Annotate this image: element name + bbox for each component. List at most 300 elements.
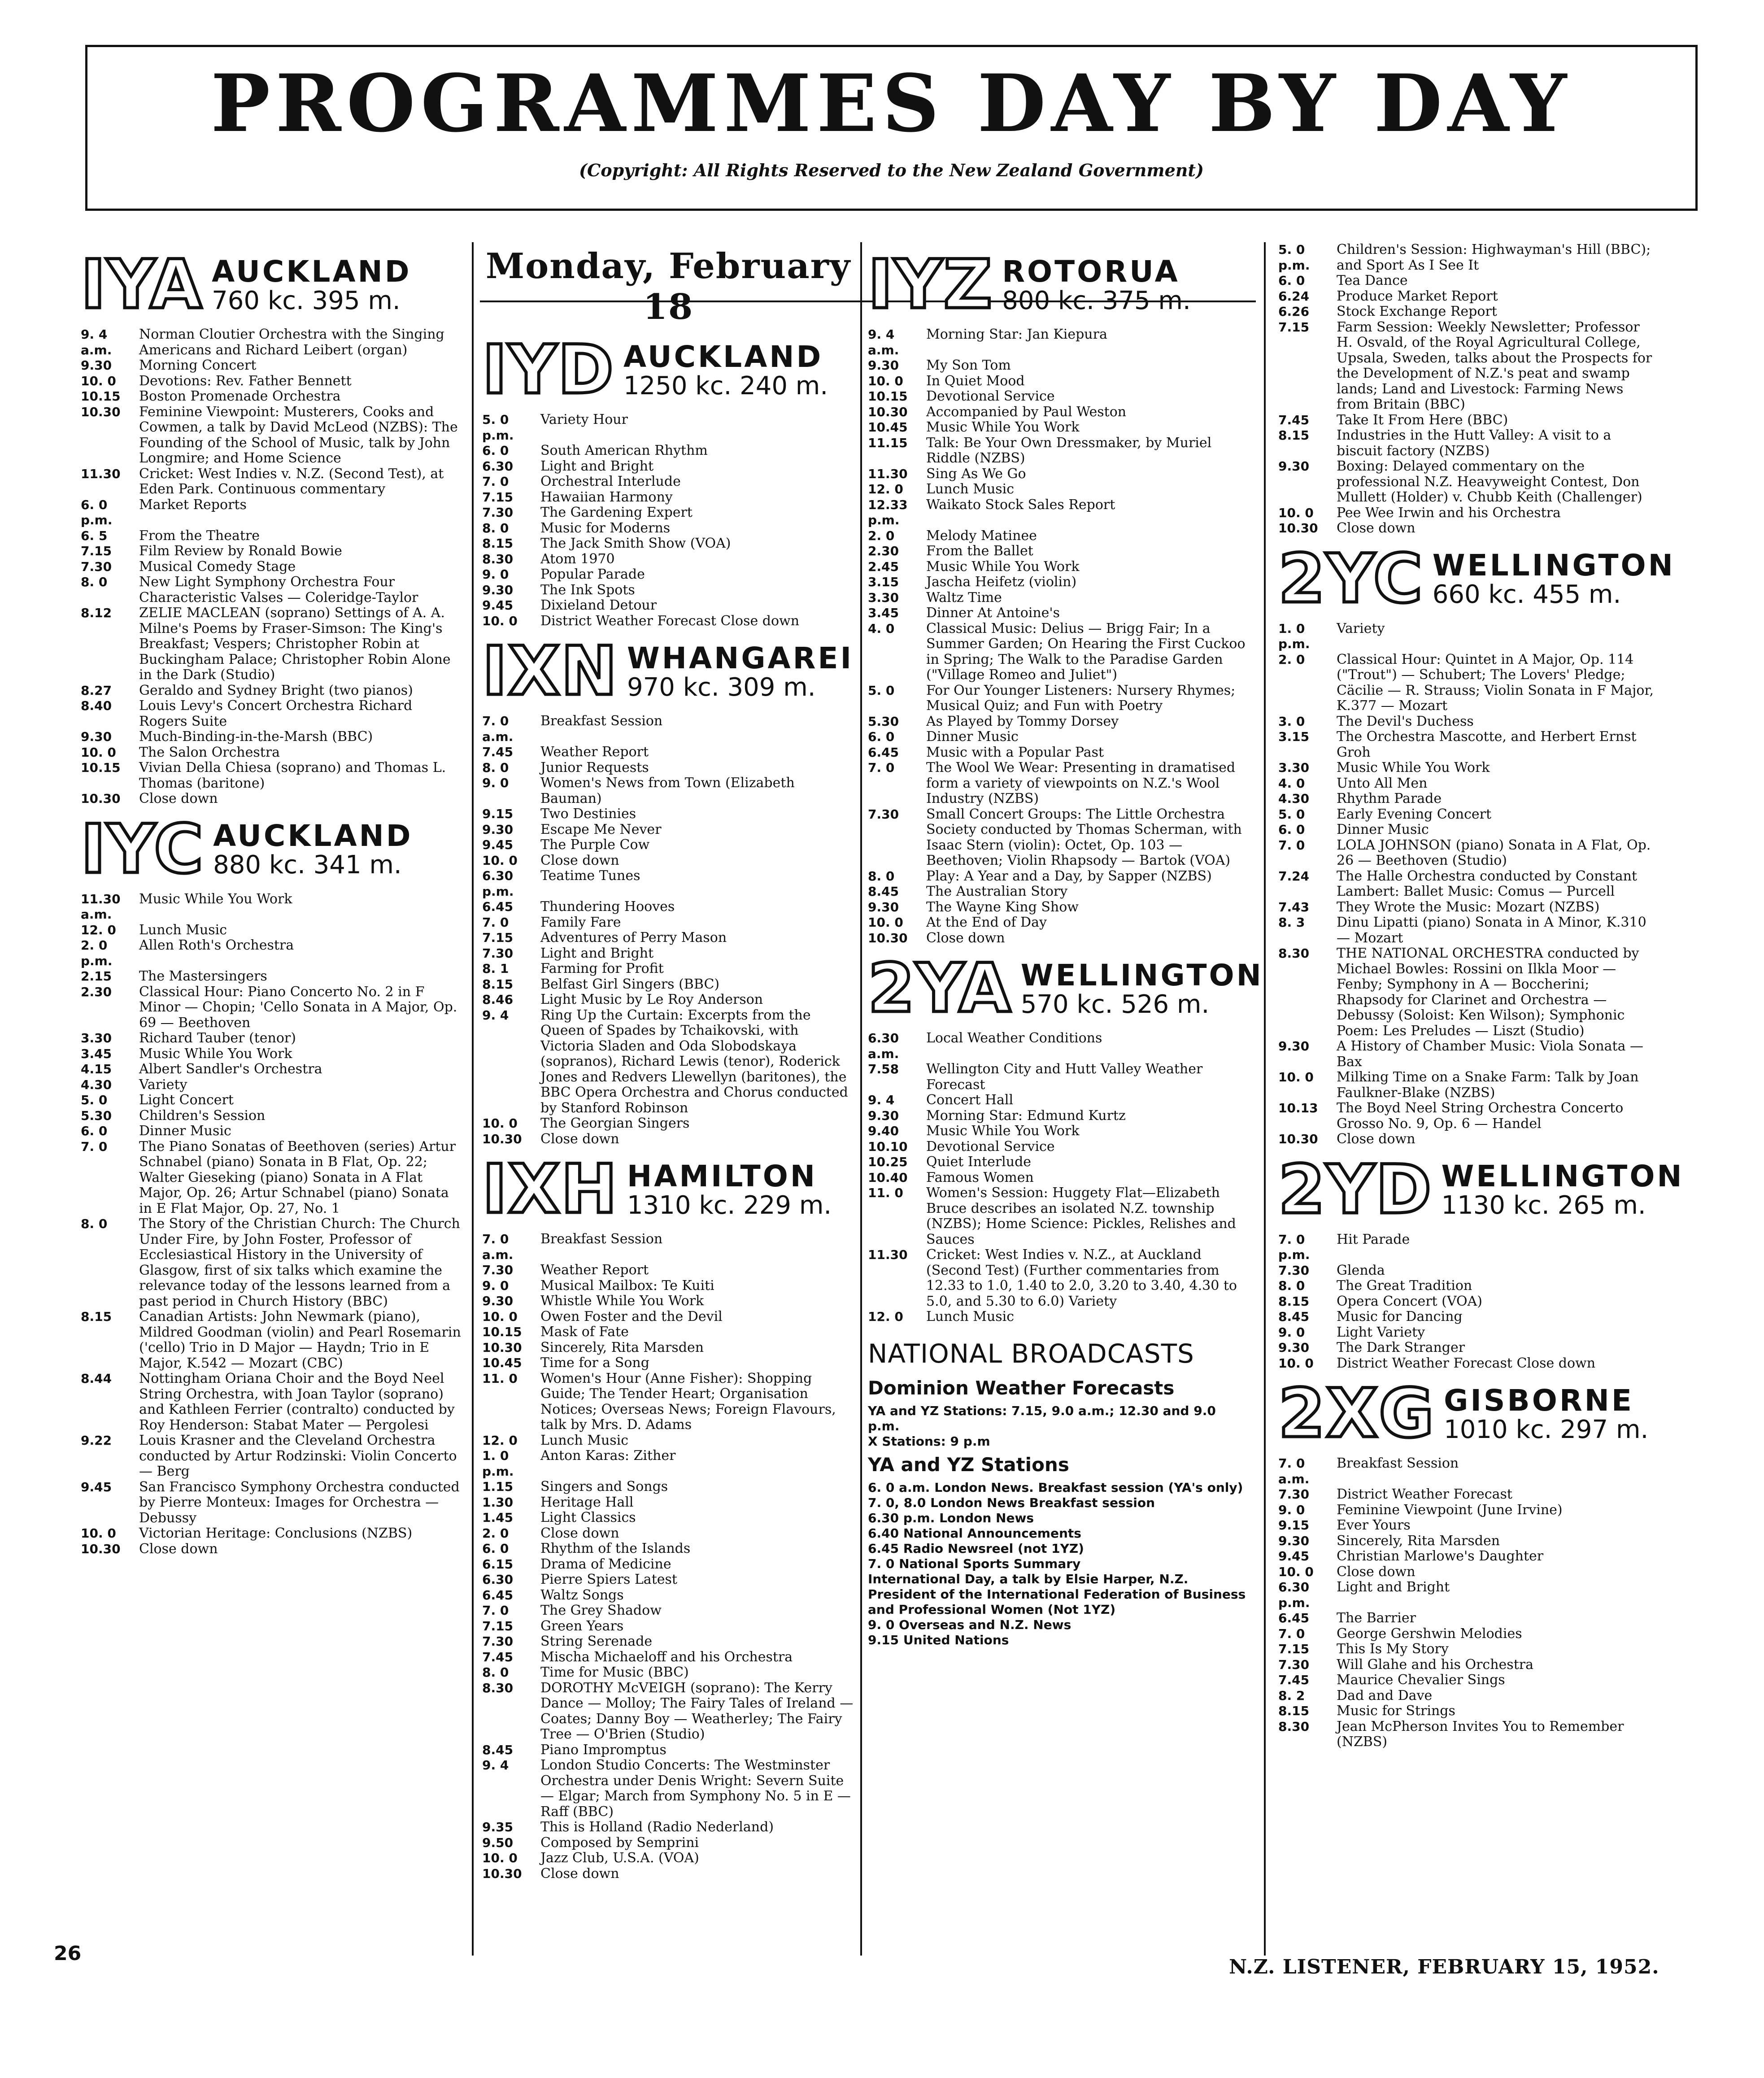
programme-entry — [482, 1634, 854, 1650]
station-city: WELLINGTON — [1441, 1159, 1684, 1194]
programme-entry — [482, 915, 854, 931]
programme-time: 7.58 — [868, 1062, 899, 1076]
station-iyz — [868, 246, 1249, 946]
programme-title: The Purple Cow — [540, 837, 650, 853]
programme-entry — [482, 899, 854, 915]
programme-title: Close down — [1337, 1131, 1416, 1147]
programme-entry — [81, 1124, 462, 1139]
column-1 — [81, 242, 462, 1982]
programme-entry — [482, 946, 854, 962]
programme-entry — [1278, 1518, 1655, 1533]
programme-title: Close down — [540, 1865, 619, 1882]
programme-title: Music While You Work — [139, 891, 292, 907]
programme-time: 9.30 — [1278, 1533, 1310, 1548]
programme-title: Close down — [926, 930, 1005, 946]
programme-title: District Weather Forecast Close down — [540, 613, 800, 629]
programme-title: Light Classics — [540, 1510, 636, 1525]
programme-title: Belfast Girl Singers (BBC) — [540, 976, 720, 992]
programme-title: Junior Requests — [540, 759, 649, 775]
station-frequency: 1250 kc. 240 m. — [623, 371, 828, 401]
programme-time: 10.10 — [868, 1139, 908, 1154]
programme-time: 11.30 — [868, 1247, 908, 1262]
programme-time: 6.45 — [482, 899, 514, 914]
programme-title: The Piano Sonatas of Beethoven (series) Artur Schnabel (piano) Sonata in B Flat, Op. 22; Walter Gieseking (piano) Sonata in A Flat Major, Op. 26; Artur Schnabel (piano) Sonata in E Flat Major, Op. 27, No. 1 — [139, 1138, 456, 1216]
programme-time: 6.26 — [1278, 304, 1310, 319]
programme-title: Light and Bright — [1337, 1579, 1450, 1595]
programme-time: 9.15 — [1278, 1518, 1310, 1533]
station-iyc — [81, 810, 462, 1557]
programme-time: 10.30 — [868, 930, 908, 945]
programme-entry — [482, 760, 854, 776]
programme-entry — [868, 884, 1249, 900]
station-iyd — [482, 331, 854, 629]
programme-time: 1.30 — [482, 1494, 514, 1510]
programme-entry — [1278, 1611, 1655, 1626]
programme-entry — [81, 923, 462, 938]
programme-title: Small Concert Groups: The Little Orchestra Society conducted by Thomas Scherman, with Isaac Stern (violin): Octet, Op. 103 — Beethoven; Violin Rhapsody — Bartok (VOA) — [926, 806, 1242, 868]
station-frequency: 570 kc. 526 m. — [1020, 989, 1210, 1019]
programme-title: Film Review by Ronald Bowie — [139, 543, 342, 559]
station-2xg — [1278, 1375, 1655, 1750]
weather-forecast-line: YA and YZ Stations: 7.15, 9.0 a.m.; 12.30 and 9.0 p.m. — [868, 1403, 1216, 1433]
column-2 — [482, 242, 854, 1982]
programme-title: Light Variety — [1337, 1324, 1425, 1340]
programme-time: 4. 0 — [868, 621, 895, 636]
station-header — [1278, 1375, 1655, 1453]
programme-time: 7.45 — [1278, 1673, 1310, 1687]
programme-time: 9.30 — [868, 1108, 899, 1123]
programme-time: 9. 4 — [482, 1007, 509, 1023]
programme-title: Geraldo and Sydney Bright (two pianos) — [139, 682, 413, 698]
programme-title: The Grey Shadow — [540, 1603, 662, 1618]
programme-title: Sincerely, Rita Marsden — [1337, 1533, 1500, 1549]
station-ixh — [482, 1150, 854, 1882]
programme-title: George Gershwin Melodies — [1337, 1625, 1522, 1642]
programme-list — [868, 327, 1249, 946]
programme-title: Music While You Work — [926, 558, 1080, 575]
programme-entry — [868, 405, 1249, 420]
station-callsign: 2YC — [1278, 540, 1424, 618]
programme-time: 10. 0 — [482, 613, 518, 628]
programme-entry — [868, 745, 1249, 761]
programme-entry — [482, 1851, 854, 1866]
programme-title: Ring Up the Curtain: Excerpts from the Queen of Spades by Tchaikovski, with Victoria Sladen and Oda Slobodskaya (sopranos), Richard Lewis (tenor), Roderick Jones and Redvers Llewellyn (baritones), the BBC Opera Orchestra and Chorus conducted by Stanford Robinson — [540, 1007, 848, 1116]
programme-time: 9. 4 — [482, 1758, 509, 1773]
programme-time: 2. 0 p.m. — [81, 938, 113, 968]
programme-time: 10.30 — [81, 791, 121, 806]
programme-title: Cricket: West Indies v. N.Z., at Auckland (Second Test) (Further commentaries from 12.33 to 1.0, 1.40 to 2.0, 3.20 to 3.40, 4.30 to 5.0, and 5.30 to 6.0) Variety — [926, 1247, 1237, 1309]
station-callsign: IXH — [482, 1150, 618, 1229]
programme-title: Wellington City and Hutt Valley Weather Forecast — [926, 1061, 1203, 1093]
programme-title: Classical Music: Delius — Brigg Fair; In a Summer Garden; On Hearing the First Cuckoo in Spring; The Walk to the Paradise Garden ("Village Romeo and Juliet") — [926, 620, 1246, 683]
station-callsign: IYD — [482, 331, 614, 409]
programme-entry — [868, 374, 1249, 389]
national-broadcast-line: 6.30 p.m. London News — [868, 1510, 1034, 1525]
programme-entry — [482, 1355, 854, 1371]
programme-time: 6. 0 — [482, 1541, 509, 1556]
programme-entry — [1278, 304, 1655, 320]
programme-list — [81, 327, 462, 807]
programme-time: 7.30 — [1278, 1263, 1310, 1278]
programme-time: 8.15 — [81, 1309, 112, 1324]
programme-time: 6.30 p.m. — [1278, 1580, 1310, 1610]
programme-title: Family Fare — [540, 914, 621, 930]
programme-time: 10. 0 — [868, 915, 903, 930]
programme-title: Nottingham Oriana Choir and the Boyd Neel String Orchestra, with Joan Taylor (soprano) and Kathleen Ferrier (contralto) conducted by Roy Henderson: Stabat Mater — Pergolesi — [139, 1371, 455, 1433]
station-city: AUCKLAND — [623, 339, 823, 374]
programme-time: 10. 0 — [1278, 505, 1314, 520]
programme-title: Tea Dance — [1337, 273, 1408, 288]
programme-time: 11. 0 — [482, 1371, 518, 1386]
programme-time: 2.15 — [81, 969, 112, 984]
programme-entry — [482, 552, 854, 567]
programme-entry — [482, 1681, 854, 1743]
programme-title: Stock Exchange Report — [1337, 304, 1497, 319]
programme-time: 8.45 — [868, 884, 899, 899]
programme-title: Variety — [139, 1076, 187, 1093]
programme-entry — [1278, 776, 1655, 792]
station-city: AUCKLAND — [212, 254, 412, 289]
programme-entry — [482, 1572, 854, 1588]
programme-entry — [482, 868, 854, 899]
programme-time: 6.45 — [868, 745, 899, 760]
programme-entry — [81, 544, 462, 559]
programme-entry — [1278, 822, 1655, 838]
programme-time: 7.30 — [482, 1263, 514, 1277]
programme-time: 6.15 — [482, 1556, 514, 1572]
station-city: AUCKLAND — [213, 819, 413, 854]
programme-entry — [482, 1557, 854, 1573]
programme-title: Morning Star: Edmund Kurtz — [926, 1107, 1126, 1124]
programme-time: 10.15 — [868, 389, 908, 404]
programme-title: Close down — [139, 1541, 218, 1557]
programme-time: 8.45 — [482, 1742, 514, 1757]
programme-entry — [81, 745, 462, 761]
programme-entry — [868, 559, 1249, 575]
programme-time: 3.45 — [81, 1046, 112, 1061]
programme-time: 6.45 — [482, 1587, 514, 1603]
programme-time: 9.15 — [482, 806, 514, 821]
programme-entry — [1278, 273, 1655, 289]
programme-time: 6. 0 p.m. — [81, 497, 113, 527]
programme-entry — [482, 1263, 854, 1278]
programme-entry — [482, 1433, 854, 1449]
programme-title: Close down — [1337, 520, 1416, 536]
programme-time: 10. 0 — [868, 373, 903, 388]
programme-time: 9.30 — [1278, 459, 1310, 474]
programme-time: 3.45 — [868, 606, 899, 620]
programme-title: District Weather Forecast Close down — [1337, 1355, 1596, 1371]
programme-title: The Ink Spots — [540, 582, 635, 598]
programme-entry — [868, 900, 1249, 915]
programme-entry — [482, 1603, 854, 1619]
programme-title: Dinner Music — [926, 729, 1019, 745]
station-header — [868, 246, 1249, 324]
programme-entry — [482, 853, 854, 869]
national-broadcast-line: 6.45 Radio Newsreel (not 1YZ) — [868, 1541, 1084, 1556]
station-meta — [1432, 548, 1675, 610]
programme-entry — [81, 327, 462, 358]
programme-entry — [1278, 1673, 1655, 1688]
programme-time: 8. 0 — [868, 868, 895, 884]
programme-time: 7.15 — [1278, 1642, 1310, 1656]
programme-entry — [1278, 320, 1655, 413]
national-broadcast-line: 9.15 United Nations — [868, 1632, 1009, 1647]
programme-entry — [81, 791, 462, 807]
programme-entry — [1278, 1564, 1655, 1580]
programme-title: Concert Hall — [926, 1092, 1014, 1108]
programme-title: Local Weather Conditions — [926, 1030, 1102, 1046]
programme-title: Allen Roth's Orchestra — [139, 937, 294, 953]
programme-title: Classical Hour: Quintet in A Major, Op. 114 ("Trout") — Schubert; The Lovers' Pledge; Cäcilie — R. Strauss; Violin Sonata in F Major, K.377 — Mozart — [1337, 651, 1654, 714]
station-header — [482, 331, 854, 409]
programme-title: Pee Wee Irwin and his Orchestra — [1337, 505, 1561, 521]
programme-title: Children's Session: Highwayman's Hill (BBC); and Sport As I See It — [1337, 242, 1651, 273]
station-frequency: 1130 kc. 265 m. — [1441, 1191, 1646, 1220]
programme-title: The Boyd Neel String Orchestra Concerto Grosso No. 9, Op. 6 — Handel — [1337, 1100, 1624, 1132]
programme-time: 4.30 — [1278, 791, 1310, 806]
programme-title: Christian Marlowe's Daughter — [1337, 1548, 1544, 1564]
programme-title: The Jack Smith Show (VOA) — [540, 536, 731, 551]
programme-time: 10.30 — [482, 1866, 522, 1881]
programme-entry — [868, 1185, 1249, 1247]
programme-entry — [482, 490, 854, 505]
programme-title: Light Concert — [139, 1092, 234, 1108]
station-header — [1278, 1150, 1684, 1229]
programme-time: 12. 0 — [482, 1433, 518, 1448]
programme-title: Glenda — [1337, 1262, 1385, 1278]
programme-title: Produce Market Report — [1337, 288, 1498, 304]
programme-time: 6. 0 — [1278, 822, 1305, 837]
programme-entry — [482, 1132, 854, 1147]
programme-entry — [482, 1309, 854, 1325]
programme-time: 6. 0 — [868, 729, 895, 744]
issue-line: N.Z. LISTENER, FEBRUARY 15, 1952. — [1229, 1956, 1659, 1978]
programme-entry — [1278, 521, 1655, 536]
programme-time: 9. 0 — [482, 1278, 509, 1293]
column-3 — [868, 242, 1263, 1982]
programme-time: 12. 0 — [868, 482, 903, 497]
programme-title: Dinner At Antoine's — [926, 605, 1060, 621]
programme-title: Close down — [540, 1131, 619, 1147]
programme-time: 2. 0 — [482, 1525, 509, 1541]
programme-title: Children's Session — [139, 1107, 266, 1124]
programme-entry — [482, 1232, 854, 1263]
programme-time: 9.30 — [482, 1294, 514, 1308]
programme-title: Sing As We Go — [926, 466, 1026, 482]
programme-entry — [868, 1093, 1249, 1108]
programme-entry — [81, 892, 462, 923]
programme-entry — [81, 969, 462, 985]
programme-time: 7.15 — [482, 489, 514, 505]
programme-title: Lunch Music — [540, 1432, 629, 1448]
programme-title: The Orchestra Mascotte, and Herbert Ernst Groh — [1337, 729, 1637, 760]
programme-entry — [868, 1108, 1249, 1124]
programme-entry — [81, 985, 462, 1031]
programme-entry — [868, 1170, 1249, 1186]
programme-entry — [1278, 1642, 1655, 1657]
programme-time: 9.30 — [1278, 1039, 1310, 1054]
programme-title: Women's Session: Huggety Flat—Elizabeth Bruce describes an isolated N.Z. township (NZBS); Home Science: Pickles, Relishes and Sauces — [926, 1185, 1236, 1247]
programme-entry — [482, 1008, 854, 1116]
station-2ya — [868, 950, 1263, 1325]
programme-entry — [1278, 1549, 1655, 1564]
programme-entry — [1278, 1070, 1655, 1101]
programme-time: 10. 0 — [81, 745, 116, 760]
copyright-notice: (Copyright: All Rights Reserved to the New Zealand Government) — [579, 160, 1204, 180]
programme-entry — [482, 1340, 854, 1356]
programme-entry — [868, 915, 1249, 931]
programme-title: Play: A Year and a Day, by Sapper (NZBS) — [926, 868, 1212, 884]
programme-entry — [868, 575, 1249, 590]
programme-entry — [81, 1542, 462, 1557]
programme-title: The Halle Orchestra conducted by Constant Lambert: Ballet Music: Comus — Purcell — [1337, 868, 1637, 899]
programme-time: 10. 0 — [81, 1526, 116, 1541]
programme-title: Musical Mailbox: Te Kuiti — [540, 1277, 714, 1294]
programme-time: 4. 0 — [1278, 775, 1305, 791]
programme-time: 2.45 — [868, 559, 899, 574]
programme-time: 10. 0 — [482, 1309, 518, 1324]
programme-entry — [1278, 242, 1655, 273]
programme-entry — [1278, 1719, 1655, 1750]
station-callsign: 2YA — [868, 950, 1012, 1028]
programme-entry — [482, 1588, 854, 1603]
programme-title: The Georgian Singers — [540, 1115, 690, 1131]
programme-time: 6.30 a.m. — [868, 1031, 899, 1061]
programme-entry — [482, 474, 854, 490]
programme-entry — [482, 1526, 854, 1542]
programme-entry — [1278, 1039, 1655, 1070]
national-broadcast-line: International Day, a talk by Elsie Harper, N.Z. President of the International Federation of Business and Professional Women (Not 1YZ) — [868, 1571, 1246, 1617]
programme-title: Will Glahe and his Orchestra — [1337, 1656, 1533, 1673]
programme-entry — [482, 1479, 854, 1495]
programme-time: 6. 0 — [81, 1124, 108, 1138]
station-frequency: 1310 kc. 229 m. — [627, 1190, 832, 1220]
programme-time: 3.15 — [868, 575, 899, 589]
programme-entry — [482, 412, 854, 443]
programme-time: 7.15 — [1278, 319, 1310, 335]
station-callsign: IYC — [81, 810, 205, 889]
programme-time: 10.30 — [81, 404, 121, 419]
programme-time: 10.30 — [868, 404, 908, 419]
programme-entry — [81, 559, 462, 575]
programme-time: 9.30 — [868, 358, 899, 373]
station-city: ROTORUA — [1002, 254, 1180, 289]
programme-entry — [1278, 1309, 1655, 1325]
programme-title: Music for Strings — [1337, 1703, 1455, 1719]
programme-entry — [868, 590, 1249, 606]
programme-title: Adventures of Perry Mason — [540, 930, 727, 945]
station-callsign: IXN — [482, 632, 618, 710]
programme-entry — [868, 807, 1249, 869]
programme-title: Unto All Men — [1337, 775, 1428, 791]
programme-entry — [482, 745, 854, 760]
programme-time: 11.15 — [868, 435, 908, 450]
programme-time: 2. 0 — [1278, 652, 1305, 667]
programme-entry — [482, 598, 854, 614]
programme-time: 10.13 — [1278, 1101, 1318, 1115]
programme-title: Farm Session: Weekly Newsletter; Professor H. Osvald, of the Royal Agricultural College, Upsala, Sweden, talks about the Prospects for the Development of N.Z.'s peat and swamp lands; Land and Livestock: Farming News from Britain (BBC) — [1337, 319, 1652, 412]
programme-entry — [868, 729, 1249, 745]
programme-time: 10. 0 — [1278, 1070, 1314, 1085]
programme-time: 8. 1 — [482, 961, 509, 976]
programme-time: 7. 0 — [81, 1139, 108, 1154]
programme-title: Dinner Music — [139, 1123, 231, 1139]
programme-time: 5.30 — [81, 1108, 112, 1123]
programme-entry — [482, 822, 854, 838]
programme-title: Lunch Music — [926, 481, 1015, 497]
programme-title: Weather Report — [540, 744, 649, 760]
programme-entry — [482, 1495, 854, 1511]
programme-entry — [1278, 838, 1655, 869]
programme-entry — [1278, 1132, 1655, 1147]
programme-entry — [482, 1650, 854, 1665]
programme-title: Morning Concert — [139, 357, 257, 373]
programme-title: Devotional Service — [926, 388, 1055, 404]
station-frequency: 880 kc. 341 m. — [213, 850, 402, 880]
programme-time: 7. 0 — [482, 1603, 509, 1618]
column-divider — [1264, 242, 1266, 1956]
programme-time: 9. 4 a.m. — [868, 327, 899, 357]
programme-title: Canadian Artists: John Newmark (piano), Mildred Goodman (violin) and Pearl Rosemarin ('cello) Trio in D Major — Haydn; Trio in E Major, K.542 — Mozart (CBC) — [139, 1309, 461, 1371]
programme-entry — [482, 1371, 854, 1433]
programme-title: Pierre Spiers Latest — [540, 1572, 677, 1587]
programme-list — [482, 1232, 854, 1882]
programme-entry — [1278, 1101, 1655, 1132]
programme-title: Lunch Music — [139, 922, 227, 938]
station-city: GISBORNE — [1444, 1383, 1634, 1418]
column-divider — [860, 242, 862, 1956]
programme-title: Early Evening Concert — [1337, 806, 1492, 822]
programme-title: Breakfast Session — [540, 1231, 663, 1247]
programme-title: Orchestral Interlude — [540, 474, 681, 489]
programme-time: 5. 0 p.m. — [1278, 242, 1310, 273]
programme-title: Farming for Profit — [540, 961, 664, 976]
programme-title: Jazz Club, U.S.A. (VOA) — [540, 1850, 699, 1866]
programme-title: The Wayne King Show — [926, 899, 1079, 915]
station-meta — [627, 1159, 832, 1220]
programme-title: Close down — [1337, 1564, 1416, 1580]
programme-title: For Our Younger Listeners: Nursery Rhymes; Musical Quiz; and Fun with Poetry — [926, 682, 1236, 714]
programme-entry — [1278, 1503, 1655, 1518]
programme-time: 12.33 p.m. — [868, 497, 908, 527]
programme-title: Waikato Stock Sales Report — [926, 497, 1115, 513]
programme-time: 7.15 — [482, 1618, 514, 1634]
programme-time: 4.30 — [81, 1077, 112, 1092]
programme-list — [81, 892, 462, 1557]
programme-time: 8.46 — [482, 992, 514, 1007]
programme-title: Devotional Service — [926, 1138, 1055, 1154]
programme-entry — [482, 1510, 854, 1526]
programme-entry — [1278, 915, 1655, 946]
programme-entry — [868, 683, 1249, 714]
programme-title: String Serenade — [540, 1634, 653, 1649]
programme-entry — [868, 869, 1249, 884]
programme-time: 5. 0 — [868, 683, 895, 698]
programme-entry — [868, 497, 1249, 528]
programme-time: 8.44 — [81, 1371, 112, 1386]
programme-entry — [868, 466, 1249, 482]
programme-entry — [81, 1031, 462, 1046]
ya-yz-stations-heading: YA and YZ Stations — [868, 1453, 1069, 1476]
programme-entry — [868, 327, 1249, 358]
programme-entry — [868, 1154, 1249, 1170]
programme-entry — [868, 1247, 1249, 1309]
programme-title: Light and Bright — [540, 945, 654, 961]
programme-title: Musical Comedy Stage — [139, 558, 296, 575]
programme-time: 7. 0 p.m. — [1278, 1232, 1310, 1262]
programme-time: 12. 0 — [868, 1309, 903, 1324]
